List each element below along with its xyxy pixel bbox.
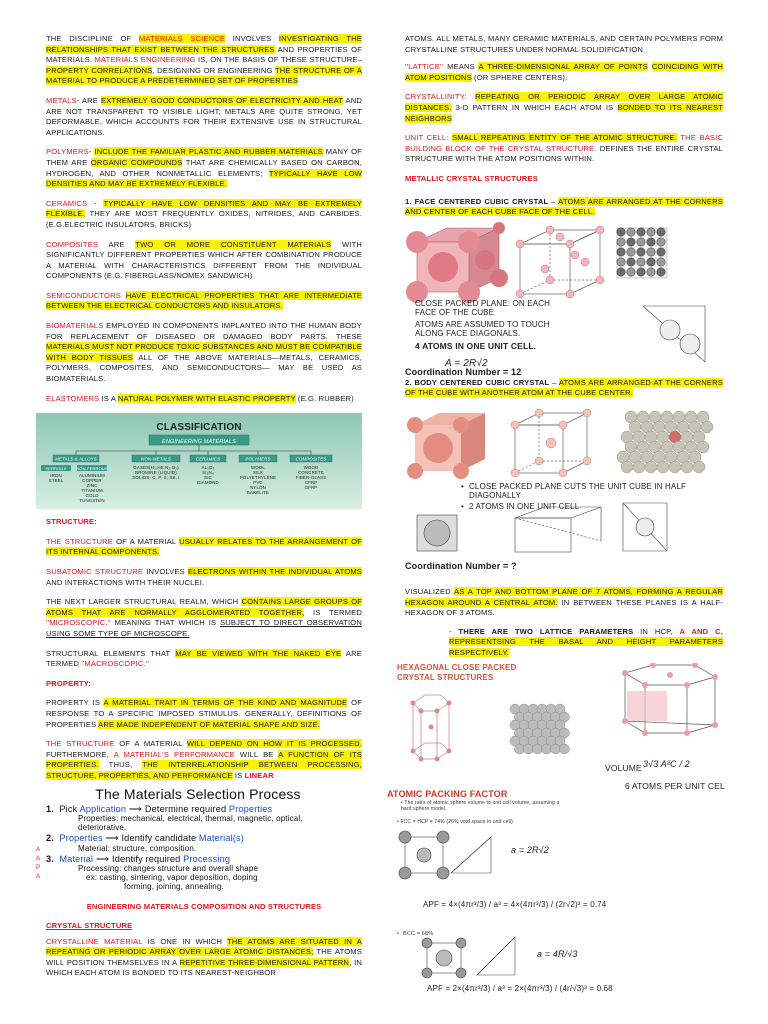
paragraph-macroscopic: STRUCTURAL ELEMENTS THAT MAY BE VIEWED WITH THE NAKED EYE ARE TERMED ''MACROSCOPIC.'' (46, 648, 362, 669)
classification-item: GFRP (304, 485, 318, 491)
lattice-atom (637, 268, 645, 276)
classification-item: Gases(H₂,He,N₂,O₂) (133, 465, 179, 471)
pile-atom (701, 421, 713, 433)
svg-text:3√3 a²c / 2: 3√3 a²c / 2 (643, 759, 690, 770)
lattice-atom (617, 258, 625, 266)
classification-item: PVC (253, 480, 263, 486)
classification-subgroup-label: Non-ferrous (76, 466, 108, 472)
classification-group-label: Non-Metals (141, 456, 171, 462)
fcc-sphere-cube (406, 222, 508, 303)
paragraph-fcc: 1. FACE CENTERED CUBIC CRYSTAL – ATOMS ARE ARRANGED AT THE CORNERS AND CENTER OF EACH CUBE FACE OF THE CELL. (405, 196, 723, 217)
lattice-atom (627, 268, 635, 276)
classification-item: Steel (48, 478, 64, 484)
classification-item: Silk (252, 470, 264, 476)
lattice-atom (617, 268, 625, 276)
classification-item: Fiber-glass (295, 475, 327, 481)
left-column (36, 34, 363, 988)
lattice-atom (657, 258, 665, 266)
pile-atom (533, 744, 543, 754)
paragraph-polymers: POLYMERS- INCLUDE THE FAMILIAR PLASTIC AND RUBBER MATERIALS MANY OF THEM ARE ORGANIC COMPOUNDS THAT ARE CHEMICALLY BASED ON CARBON, HYDROGEN, AND OTHER NONMETALLIC ELEMENTS; TYPICALLY HAVE LOW DENSITIES AND MAY BE EXTREMELY FLEXIBLE. (46, 147, 362, 189)
pile-atom (524, 744, 534, 754)
hcp-heading: HEXAGONAL CLOSE PACKED CRYSTAL STRUCTURES (397, 663, 517, 683)
classification-item: Iron (50, 473, 62, 479)
pile-atom (515, 744, 525, 754)
lattice-atom (647, 248, 655, 256)
apf-diagrams (387, 825, 707, 995)
apf-bcc-cube (422, 938, 466, 978)
classification-subgroup-label: Ferrous (45, 466, 67, 472)
classification-group-label: Metals & Alloys (55, 456, 97, 462)
svg-text:Close Packed Plane cuts the un: Close Packed Plane cuts the unit cube in half (469, 481, 687, 491)
classification-item: Wood (303, 465, 319, 471)
classification-tree (36, 413, 362, 509)
bcc-unit-cell-drawing (405, 403, 725, 553)
hcp-sphere-pile (510, 704, 570, 754)
bcc-coordination: Coordination Number = ? (405, 560, 517, 571)
pile-atom (681, 461, 693, 473)
lattice-atom (657, 248, 665, 256)
lattice-atom (627, 248, 635, 256)
svg-text:APF = 4×(4πr³/3) / a³ = 4×(4πr: APF = 4×(4πr³/3) / a³ = 4×(4πr³/3) / (2r√2)³ = 0.74 (423, 900, 607, 910)
classification-item: Concrete (298, 470, 324, 476)
svg-text:6 atoms per unit cell: 6 atoms per unit cell (625, 781, 725, 792)
paragraph-structure: THE STRUCTURE OF A MATERIAL USUALLY RELATES TO THE ARRANGEMENT OF ITS INTERNAL COMPONENTS. (46, 536, 362, 557)
apf-fcc-cube (399, 831, 449, 879)
lattice-atom (647, 238, 655, 246)
step-2: 2. Properties ⟶ Identify candidate Material(s) (46, 833, 244, 843)
svg-text:2 atoms in one unit cell: 2 atoms in one unit cell (469, 501, 580, 511)
classification-item: Diamond (197, 480, 219, 486)
svg-text:Close packed Plane: On each: Close packed Plane: On each (415, 298, 551, 308)
svg-text:a = 2R√2: a = 2R√2 (511, 845, 549, 856)
lattice-atom (627, 258, 635, 266)
step-3: 3. Material ⟶ Identify required Processing (46, 853, 231, 864)
paragraph-processing: THE STRUCTURE OF A MATERIAL WILL DEPEND ON HOW IT IS PROCESSED. FURTHERMORE, A MATERIAL'S PERFORMANCE WILL BE A FUNCTION OF ITS PROPERTIES. THUS, THE INTERRELATIONSHIP BETWEEN PROCESSING, STRUCTURE, PROPERTIES, AND PERFORMANCE IS LINEAR (46, 739, 363, 780)
selection-steps: 1. Pick Application ⟶ Determine required Properties Properties: mechanical, electrical, thermal, magnetic, optical, deteriorative. 2. Properties ⟶ Identify candidate Material(s) Material: structure, composition. 3. Material ⟶ Identify required Processing Processing: changes structure and overall shape ex: casting, sintering, vapor deposition, doping forming, joining, annealing. (46, 804, 340, 892)
classification-item: Wool (250, 465, 266, 471)
svg-text:a = 4R/√3: a = 4R/√3 (537, 949, 578, 960)
right-column (387, 34, 725, 997)
classification-figure (36, 413, 362, 509)
pile-atom (693, 461, 705, 473)
svg-text:BCC = 68%: BCC = 68% (403, 931, 434, 938)
classification-item: Solids- C, P, S, Se, I (132, 475, 180, 481)
apf-figure: ATOMIC PACKING FACTOR • The ratio of atomic sphere volume to unit cell volume, assuming a hard sphere model. • FCC = HCP = 74% (26% void space in unit cell) a = 2R√2 APF = 4×(4πr³/3) / a³ = 4×(4πr³/3) / (2r√2)³ = 0.74 • BCC = 68% a = 4R/√3 APF = 2×(4πr³/3) / a³ = 2×(4πr³/3) / (4r/√3)³ = 0.68 (387, 789, 707, 989)
classification-item: Zinc (86, 483, 98, 489)
paragraph-microscopic: THE NEXT LARGER STRUCTURAL REALM, WHICH CONTAINS LARGE GROUPS OF ATOMS THAT ARE NORMALLY AGGLOMERATED TOGETHER, IS TERMED ''MICROSCOPIC,'' MEANING THAT WHICH IS SUBJECT TO DIRECT OBSERVATION USING SOME TYPE OF MICROSCOPE. (46, 597, 362, 638)
fcc-figure (405, 222, 725, 368)
svg-text:a = 2R√2: a = 2R√2 (445, 357, 488, 368)
pile-atom (551, 744, 561, 754)
paragraph-property: PROPERTY IS A MATERIAL TRAIT IN TERMS OF THE KIND AND MAGNITUDE OF RESPONSE TO A SPECIFIC IMPOSED STIMULUS. GENERALLY, DEFINITIONS OF PROPERTIES ARE MADE INDEPENDENT OF MATERIAL SHAPE AND SIZE. (46, 698, 363, 729)
classification-title: Classification (156, 422, 242, 434)
lattice-atom (657, 228, 665, 236)
metallic-crystal-heading: METALLIC CRYSTAL STRUCTURES (405, 173, 538, 183)
bcc-wireframe-atoms (511, 409, 591, 477)
svg-text:Engineering Materials: Engineering Materials (162, 439, 236, 446)
selection-title: The Materials Selection Process (95, 785, 301, 802)
svg-text:diagonally: diagonally (469, 490, 522, 500)
fcc-unit-cell-drawing (405, 222, 725, 368)
lattice-atom (657, 238, 665, 246)
apf-bcc-triangle (477, 937, 515, 975)
classification-item: CFRP (304, 480, 318, 486)
svg-text:Atoms are assumed to touch: Atoms are assumed to touch (415, 319, 550, 329)
paragraph-crystallinity: CRYSTALLINITY: REPEATING OR PERIODIC ARRAY OVER LARGE ATOMIC DISTANCES. 3-D PATTERN IN WHICH EACH ATOM IS BONDED TO ITS NEAREST NEIGHBORS (405, 92, 724, 123)
pile-atom (621, 461, 633, 473)
lattice-atom (617, 248, 625, 256)
classification-item: Tungsten (79, 498, 105, 504)
fcc-wireframe-atoms (516, 226, 604, 298)
lattice-atom (647, 258, 655, 266)
paragraph-composites: COMPOSITES ARE TWO OR MORE CONSTITUENT MATERIALS WITH SIGNIFICANTLY DIFFERENT PROPERTIES WHICH AFTER COMBINATION PRODUCE A MATERIAL WITH CHARACTERISTICS DIFFERENT FROM THE INDIVIDUAL COMPONENTS (E.G. FIBERGLASS/NOMEX SANDWICH) (46, 239, 362, 281)
paragraph-semiconductors: SEMICONDUCTORS HAVE ELECTRICAL PROPERTIES THAT ARE INTERMEDIATE BETWEEN THE ELECTRICAL CONDUCTORS AND INSULATORS. (46, 290, 362, 311)
classification-item: Nylon (250, 485, 266, 491)
paragraph-unit-cell: UNIT CELL: SMALL REPEATING ENTITY OF THE ATOMIC STRUCTURE. THE BASIC BUILDING BLOCK OF THE CRYSTAL STRUCTURE. DEFINES THE ENTIRE CRYSTAL STRUCTURE WITH THE ATOM POSITIONS WITHIN. (405, 133, 724, 164)
lattice-atom (627, 228, 635, 236)
apf-heading: ATOMIC PACKING FACTOR (387, 789, 508, 800)
paragraph-crystalline: CRYSTALLINE MATERIAL IS ONE IN WHICH THE ATOMS ARE SITUATED IN A REPEATING OR PERIODIC ARRAY OVER LARGE ATOMIC DISTANCES; THE ATOMS WILL POSITION THEMSELVES IN A REPETITIVE THREE-DIMENSIONAL PATTERN, IN WHICH EACH ATOM IS BONDED TO ITS NEAREST-NEIGHBOR (46, 936, 363, 978)
lattice-atom (637, 248, 645, 256)
fcc-coordination: Coordination Number = 12 (405, 366, 522, 377)
lattice-atom (647, 228, 655, 236)
classification-item: Al₂O₃ (201, 465, 215, 471)
classification-item: SiC (204, 475, 212, 481)
classification-item: Polyethylene (239, 475, 277, 481)
classification-item: Copper (82, 478, 102, 484)
classification-item: Titanium (81, 488, 103, 494)
bcc-sphere-cube (407, 413, 485, 479)
svg-text:•: • (397, 931, 400, 938)
classification-group-label: Composites (295, 456, 327, 462)
hcp-wire-atoms (411, 701, 452, 762)
fcc-lattice-grid (617, 228, 667, 278)
apf-fcc-triangle (451, 837, 491, 873)
paragraph-materials-science: THE DISCIPLINE OF MATERIALS SCIENCE INVOLVES INVESTIGATING THE RELATIONSHIPS THAT EXIST BETWEEN THE STRUCTURES AND PROPERTIES OF MATERIALS. MATERIALS ENGINEERING IS, ON THE BASIS OF THESE STRUCTURE–PROPERTY CORRELATIONS, DESIGNING OR ENGINEERING THE STRUCTURE OF A MATERIAL TO PRODUCE A PREDETERMINED SET OF PROPERTIES (46, 34, 362, 86)
lattice-atom (627, 238, 635, 246)
lattice-atom (617, 228, 625, 236)
eng-materials-heading: ENGINEERING MATERIALS COMPOSITION AND STRUCTURES (86, 901, 322, 911)
pile-atom (645, 461, 657, 473)
selection-process-figure (36, 785, 356, 894)
pile-atom (657, 461, 669, 473)
bcc-figure (405, 403, 725, 553)
lattice-atom (657, 268, 665, 276)
pile-atom (697, 441, 709, 453)
lattice-atom (637, 228, 645, 236)
svg-text:along face diagonals.: along face diagonals. (415, 328, 521, 338)
paragraph-metals: METALS- ARE EXTREMELY GOOD CONDUCTORS OF ELECTRICITY AND HEAT AND ARE NOT TRANSPARENT TO VISIBLE LIGHT; METALS ARE QUITE STRONG, YET DEFORMABLE, WHICH ACCOUNTS FOR THEIR EXTENSIVE USE IN STRUCTURAL APPLICATIONS. (46, 95, 363, 137)
paragraph-elastomers: ELASTOMERS IS A NATURAL POLYMER WITH ELASTIC PROPERTY (E.G. RUBBER) (46, 393, 354, 403)
classification-item: Aluminium (79, 473, 105, 479)
paragraph-lattice: ''LATTICE'' MEANS A THREE-DIMENSIONAL ARRAY OF POINTS COINCIDING WITH ATOM POSITIONS (OR SPHERE CENTERS). (405, 62, 724, 82)
classification-item: Gold (85, 493, 99, 499)
structure-heading: STRUCTURE: (46, 517, 97, 527)
lattice-atom (617, 238, 625, 246)
paragraph-subatomic: SUBATOMIC STRUCTURE INVOLVES ELECTRONS WITHIN THE INDIVIDUAL ATOMS AND INTERACTIONS WITH THEIR NUCLEI. (46, 567, 363, 587)
pile-atom (633, 461, 645, 473)
classification-item: Bromine (Liquid) (135, 470, 177, 476)
pile-atom (560, 744, 570, 754)
classification-group-label: Polymers (245, 456, 271, 462)
svg-text:face of the cube: face of the cube (415, 307, 495, 317)
svg-text:APF = 2×(4πr³/3) / a³ = 2×(4πr: APF = 2×(4πr³/3) / a³ = 2×(4πr³/3) / (4r/√3)³ = 0.68 (427, 984, 613, 994)
paragraph-atoms-solidification: ATOMS. ALL METALS, MANY CERAMIC MATERIALS, AND CERTAIN POLYMERS FORM CRYSTALLINE STRUCTURES UNDER NORMAL SOLIDIFICATION (405, 34, 723, 54)
crystal-structure-heading: CRYSTAL STRUCTURE (46, 921, 133, 931)
pile-atom (669, 461, 681, 473)
lattice-atom (647, 268, 655, 276)
classification-item: Si₃N₄ (202, 470, 214, 476)
property-heading: PROPERTY: (46, 678, 92, 688)
margin-marks: A A P A (36, 846, 41, 880)
fcc-face-triangle (643, 306, 705, 362)
lattice-atom (637, 258, 645, 266)
paragraph-biomaterials: BIOMATERIALS EMPLOYED IN COMPONENTS IMPLANTED INTO THE HUMAN BODY FOR REPLACEMENT OF DISEASED OR DAMAGED BODY PARTS. THESE MATERIALS MUST NOT PRODUCE TOXIC SUBSTANCES AND MUST BE COMPATIBLE WITH BODY TISSUES ALL OF THE ABOVE MATERIALS—METALS, CERAMICS, POLYMERS, COMPOSITES, AND SEMICONDUCTORS— MAY BE USED AS BIOMATERIALS. (46, 321, 362, 384)
paragraph-hcp-visualized: VISUALIZED AS A TOP AND BOTTOM PLANE OF 7 ATOMS, FORMING A REGULAR HEXAGON AROUND A CENTRAL ATOM. IN BETWEEN THESE PLANES IS A HALF-HEXAGON OF 3 ATOMS. (405, 586, 724, 618)
pile-atom (542, 744, 552, 754)
paragraph-lattice-parameters: - THERE ARE TWO LATTICE PARAMETERS IN HCP, A AND C, REPRESENTSING THE BASAL AND HEIGHT PARAMETERS RESPECTIVELY. (449, 626, 724, 657)
bcc-sphere-pile (617, 411, 713, 473)
svg-text:•: • (461, 481, 464, 491)
paragraph-bcc: 2. BODY CENTERED CUBIC CRYSTAL – ATOMS ARE ARRANGED AT THE CORNERS OF THE CUBE WITH ANOTHER ATOM AT THE CUBE CENTER. (405, 377, 723, 398)
svg-text:•: • (461, 501, 464, 511)
paragraph-ceramics: CERAMICS - TYPICALLY HAVE LOW DENSITIES AND MAY BE EXTREMELY FLEXIBLE. THEY ARE MOST FREQUENTLY OXIDES, NITRIDES, AND CARBIDES. (E.G.ELECTRIC INSULATORS, BRICKS) (46, 198, 362, 229)
svg-text:4 atoms in one unit cell.: 4 atoms in one unit cell. (415, 340, 537, 351)
step-1: 1. Pick Application ⟶ Determine required Properties (46, 803, 273, 814)
classification-group-label: Ceramics (195, 456, 221, 462)
lattice-atom (637, 238, 645, 246)
hcp-figure (397, 663, 725, 793)
classification-item: Bakelite (246, 490, 270, 496)
svg-text:Volume: Volume (605, 763, 642, 774)
